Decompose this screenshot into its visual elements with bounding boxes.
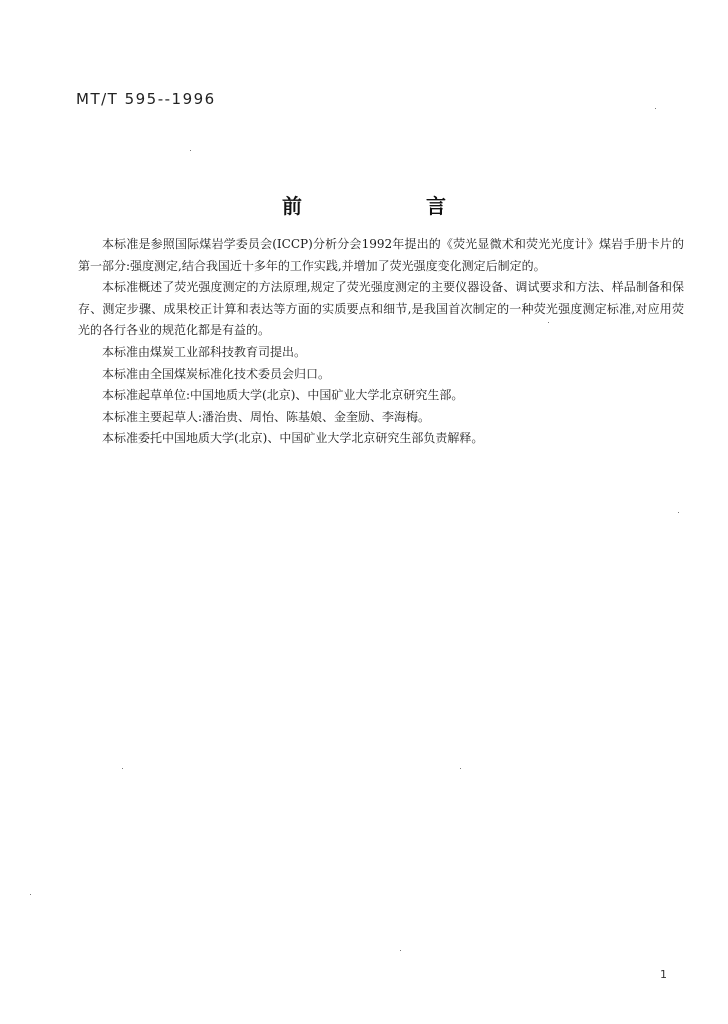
page-number: 1 — [660, 968, 667, 981]
scan-speck — [190, 150, 191, 151]
scan-speck — [678, 512, 679, 513]
paragraph-drafters: 本标准主要起草人:潘治贵、周怡、陈基娘、金奎励、李海梅。 — [102, 409, 431, 424]
scan-speck — [400, 950, 401, 951]
paragraph-summary: 本标准概述了荧光强度测定的方法原理,规定了荧光强度测定的主要仪器设备、调试要求和方法、样品制备和保存、测定步骤、成果校正计算和表达等方面的实质要点和细节,是我国首次制定的一种荧光强度测定标准,对应用荧光的各行各业的规范化都是有益的。 — [78, 280, 684, 338]
scan-speck — [122, 768, 123, 769]
scan-speck — [548, 322, 549, 323]
scan-speck — [655, 108, 656, 109]
page-title: 前 言 — [282, 194, 498, 218]
paragraph-origin: 本标准是参照国际煤岩学委员会(ICCP)分析分会1992年提出的《荧光显微术和荧光光度计》煤岩手册卡片的第一部分:强度测定,结合我国近十多年的工作实践,并增加了荧光强度变化测定后制定的。 — [78, 237, 684, 273]
paragraph-administrator: 本标准由全国煤炭标准化技术委员会归口。 — [102, 366, 331, 381]
standard-code: MT/T 595--1996 — [76, 90, 216, 108]
paragraph-proposer: 本标准由煤炭工业部科技教育司提出。 — [102, 344, 307, 359]
scan-speck — [460, 768, 461, 769]
scan-speck — [30, 894, 31, 895]
paragraph-drafting-units: 本标准起草单位:中国地质大学(北京)、中国矿业大学北京研究生部。 — [102, 388, 464, 403]
paragraph-interpretation: 本标准委托中国地质大学(北京)、中国矿业大学北京研究生部负责解释。 — [102, 431, 484, 446]
preface-body — [78, 234, 684, 450]
